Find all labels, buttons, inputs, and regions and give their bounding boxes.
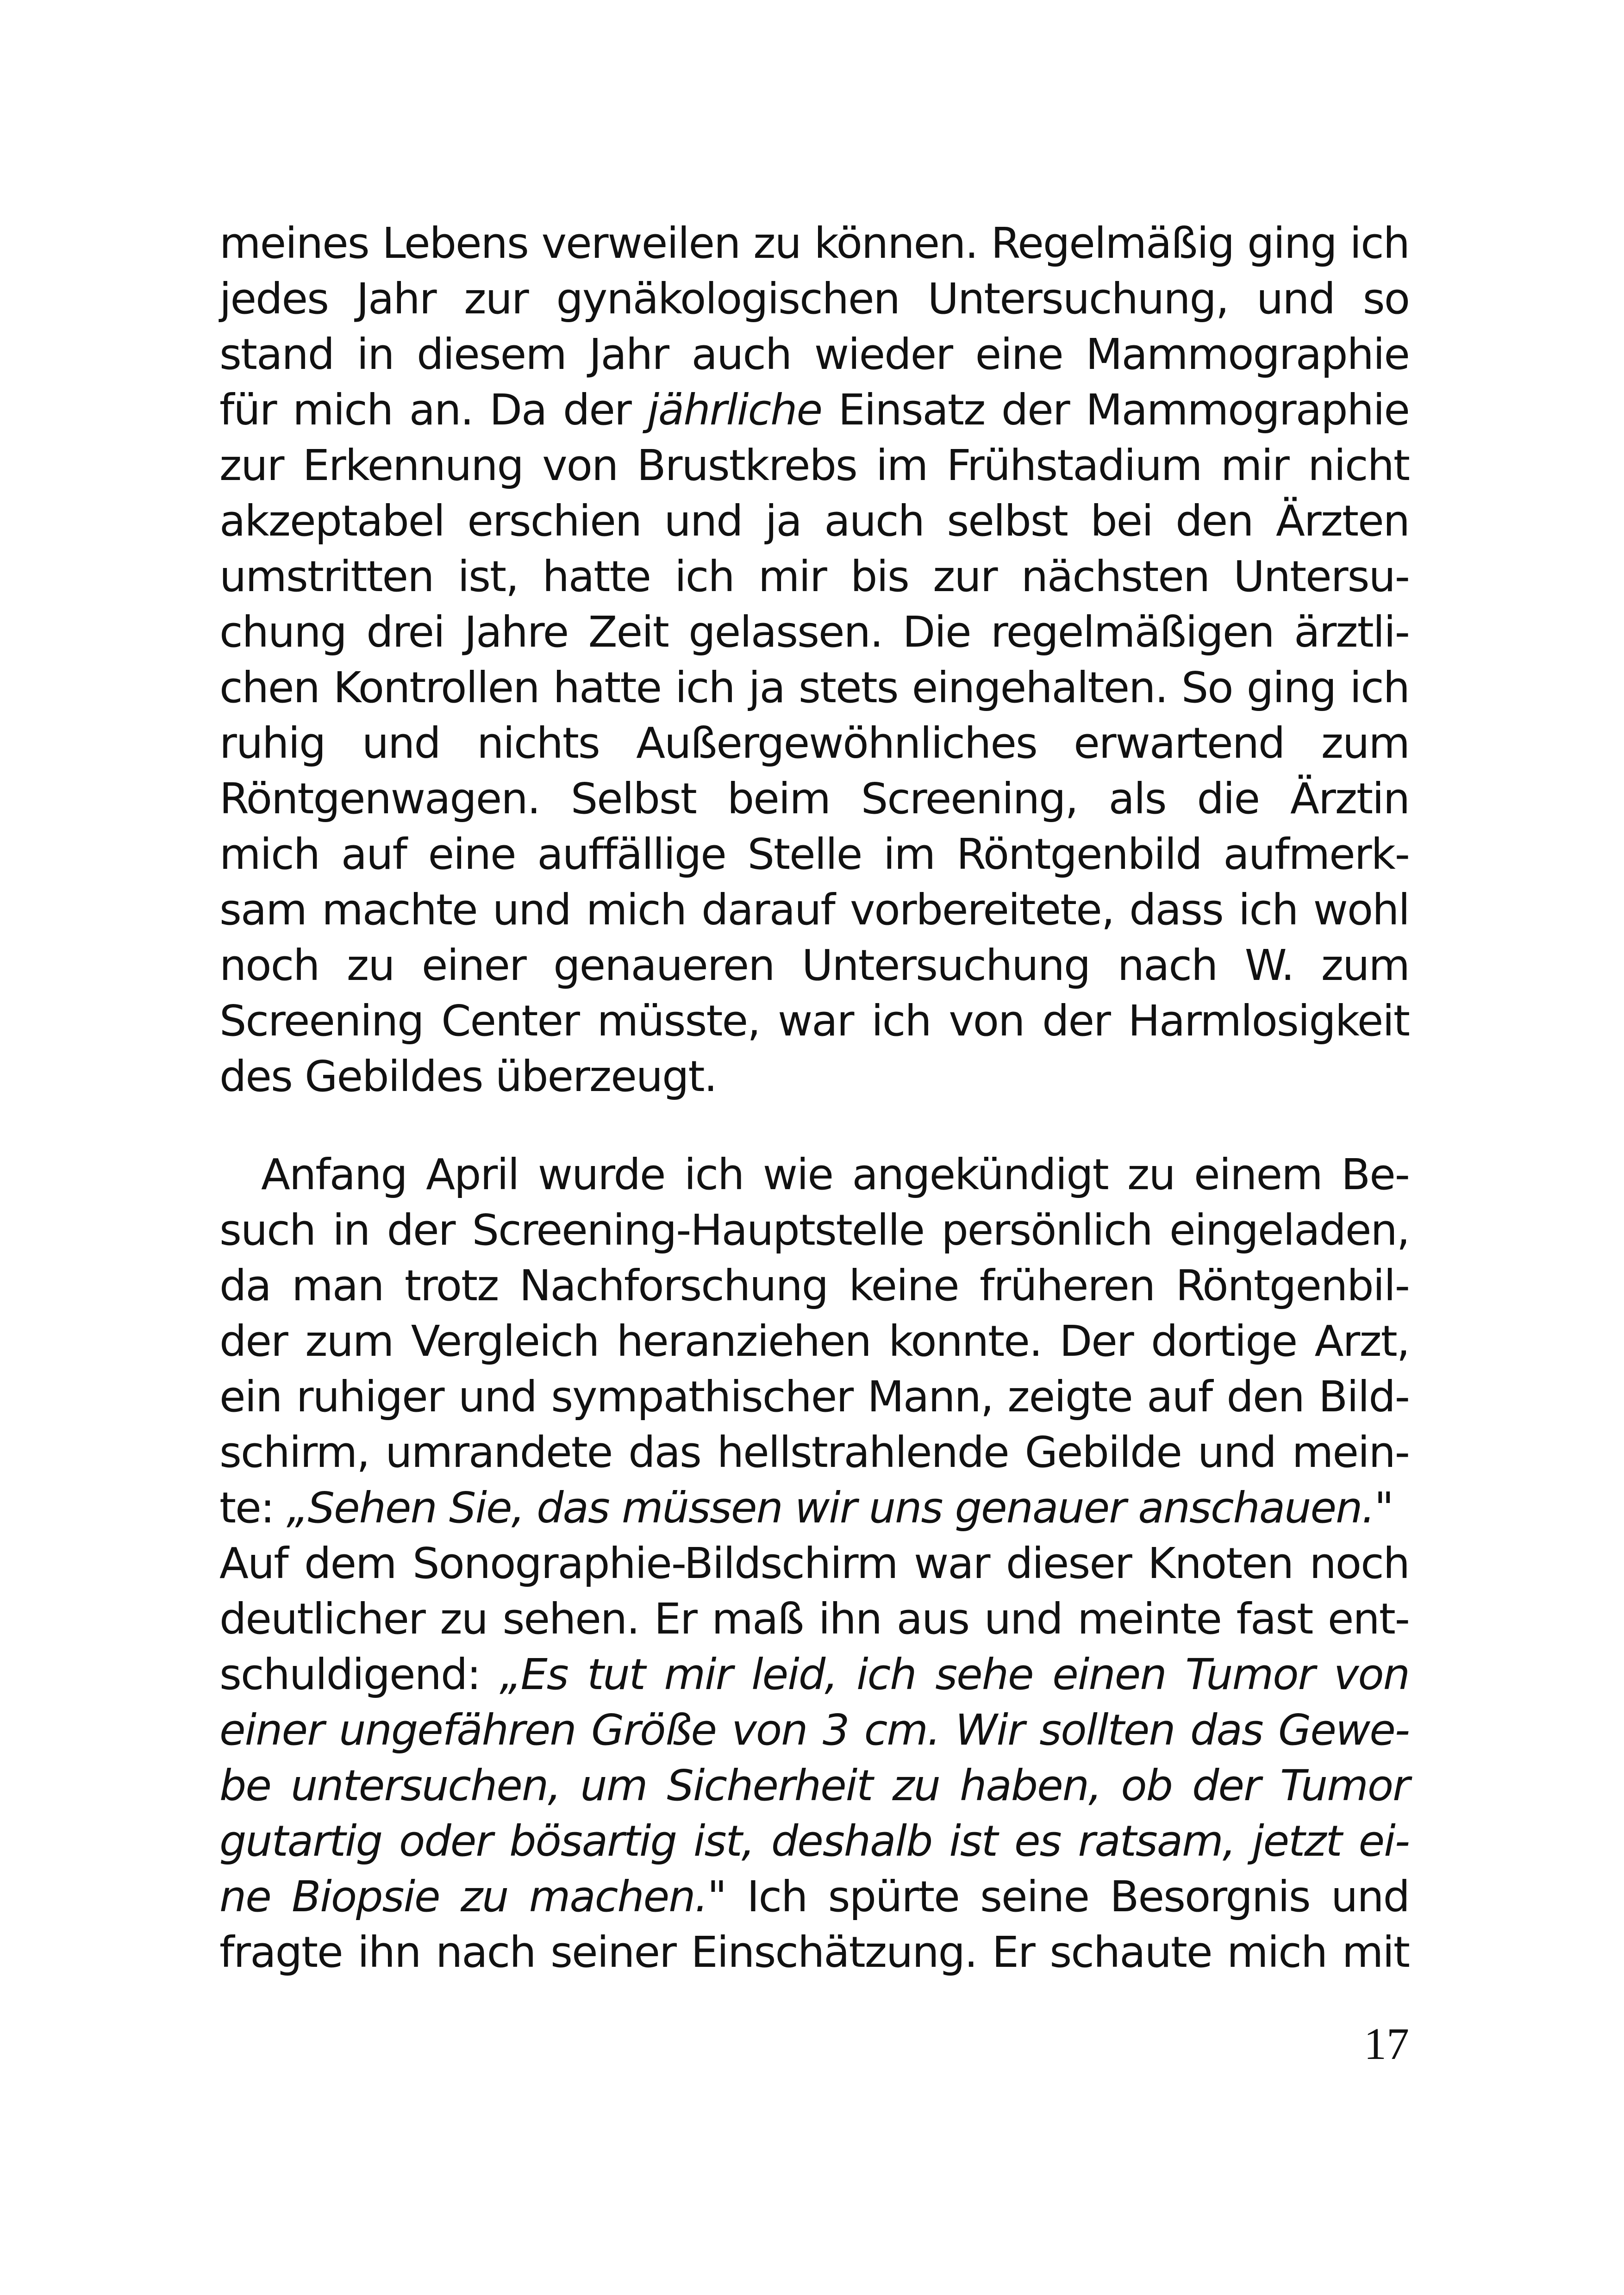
text-run: schirm, umrandete das hellstrahlende Gebilde und mein- bbox=[219, 1428, 1409, 1477]
text-run: deutlicher zu sehen. Er maß ihn aus und meinte fast ent- bbox=[219, 1594, 1409, 1644]
text-line bbox=[219, 605, 1409, 660]
text-run: chung drei Jahre Zeit gelassen. Die regelmäßigen ärztli- bbox=[219, 607, 1409, 657]
text-run: des Gebildes überzeugt. bbox=[219, 1052, 717, 1101]
text-run: ein ruhiger und sympathischer Mann, zeigte auf den Bild- bbox=[219, 1372, 1409, 1422]
text-line bbox=[219, 382, 1409, 438]
text-run: mich auf eine auffällige Stelle im Röntgenbild aufmerk- bbox=[219, 829, 1409, 879]
italic-text: jährliche bbox=[647, 385, 822, 435]
text-run: Röntgenwagen. Selbst beim Screening, als die Ärztin bbox=[219, 774, 1409, 823]
text-run: te: bbox=[219, 1483, 287, 1533]
text-run: jedes Jahr zur gynäkologischen Untersuchung, und so bbox=[219, 274, 1409, 324]
text-run: schuldigend: bbox=[219, 1650, 500, 1699]
paragraph bbox=[219, 216, 1409, 1104]
text-line bbox=[219, 493, 1409, 549]
text-line bbox=[219, 771, 1409, 827]
text-line bbox=[219, 660, 1409, 716]
text-run: der zum Vergleich heranziehen konnte. Der dortige Arzt, bbox=[219, 1316, 1409, 1366]
text-run: stand in diesem Jahr auch wieder eine Mammographie bbox=[219, 330, 1409, 379]
text-run: such in der Screening-Hauptstelle persönlich eingeladen, bbox=[219, 1205, 1409, 1255]
italic-text: ne Biopsie zu machen." bbox=[219, 1872, 726, 1921]
text-run: zur Erkennung von Brustkrebs im Frühstadium mir nicht bbox=[219, 441, 1409, 490]
text-run: Screening Center müsste, war ich von der Harmlosigkeit bbox=[219, 996, 1409, 1046]
text-line bbox=[219, 549, 1409, 605]
text-line bbox=[219, 938, 1409, 993]
text-line bbox=[219, 1869, 1409, 1925]
text-line bbox=[219, 1703, 1409, 1758]
text-run: akzeptabel erschien und ja auch selbst bei den Ärzten bbox=[219, 496, 1409, 546]
text-line bbox=[219, 216, 1409, 271]
italic-text: „Es tut mir leid, ich sehe einen Tumor von bbox=[500, 1650, 1409, 1699]
text-run: da man trotz Nachforschung keine früheren Röntgenbil- bbox=[219, 1261, 1409, 1310]
text-line bbox=[219, 1925, 1409, 1980]
text-line bbox=[219, 1425, 1409, 1480]
text-line bbox=[219, 716, 1409, 771]
text-line bbox=[219, 1258, 1409, 1314]
text-line bbox=[219, 327, 1409, 382]
text-line bbox=[219, 1536, 1409, 1591]
text-run: " bbox=[1374, 1483, 1393, 1533]
text-run: chen Kontrollen hatte ich ja stets eingehalten. So ging ich bbox=[219, 663, 1409, 712]
text-line bbox=[219, 1480, 1409, 1536]
text-line bbox=[219, 1758, 1409, 1814]
text-line bbox=[219, 827, 1409, 882]
text-line bbox=[219, 1369, 1409, 1425]
italic-text: be untersuchen, um Sicherheit zu haben, ob der Tumor bbox=[219, 1761, 1409, 1810]
text-line bbox=[219, 993, 1409, 1049]
text-line bbox=[219, 1203, 1409, 1258]
page-number: 17 bbox=[1364, 2019, 1409, 2069]
text-run: Auf dem Sonographie-Bildschirm war dieser Knoten noch bbox=[219, 1539, 1409, 1588]
text-line bbox=[219, 1147, 1409, 1203]
text-run: noch zu einer genaueren Untersuchung nach W. zum bbox=[219, 941, 1409, 990]
text-line bbox=[219, 1049, 1409, 1104]
text-line bbox=[219, 1647, 1409, 1703]
text-line bbox=[219, 1591, 1409, 1647]
text-line bbox=[219, 271, 1409, 327]
text-run: meines Lebens verweilen zu können. Regelmäßig ging ich bbox=[219, 218, 1409, 268]
text-run: ruhig und nichts Außergewöhnliches erwartend zum bbox=[219, 718, 1409, 768]
text-line bbox=[219, 882, 1409, 938]
text-run: Einsatz der Mammographie bbox=[822, 385, 1409, 435]
text-run: Anfang April wurde ich wie angekündigt zu einem Be- bbox=[261, 1150, 1409, 1199]
italic-text: „Sehen Sie, das müssen wir uns genauer anschauen. bbox=[286, 1483, 1374, 1533]
text-run: für mich an. Da der bbox=[219, 385, 648, 435]
body-text bbox=[219, 216, 1409, 1980]
italic-text: einer ungefähren Größe von 3 cm. Wir sollten das Gewe- bbox=[219, 1705, 1409, 1755]
text-run: fragte ihn nach seiner Einschätzung. Er schaute mich mit bbox=[219, 1927, 1409, 1977]
text-run: sam machte und mich darauf vorbereitete, dass ich wohl bbox=[219, 885, 1409, 935]
text-line bbox=[219, 1814, 1409, 1869]
italic-text: gutartig oder bösartig ist, deshalb ist es ratsam, jetzt ei- bbox=[219, 1816, 1409, 1866]
paragraph bbox=[219, 1147, 1409, 1980]
text-run: Ich spürte seine Besorgnis und bbox=[726, 1872, 1409, 1921]
text-run: umstritten ist, hatte ich mir bis zur nächsten Untersu- bbox=[219, 552, 1409, 601]
text-line bbox=[219, 438, 1409, 493]
text-line bbox=[219, 1314, 1409, 1369]
